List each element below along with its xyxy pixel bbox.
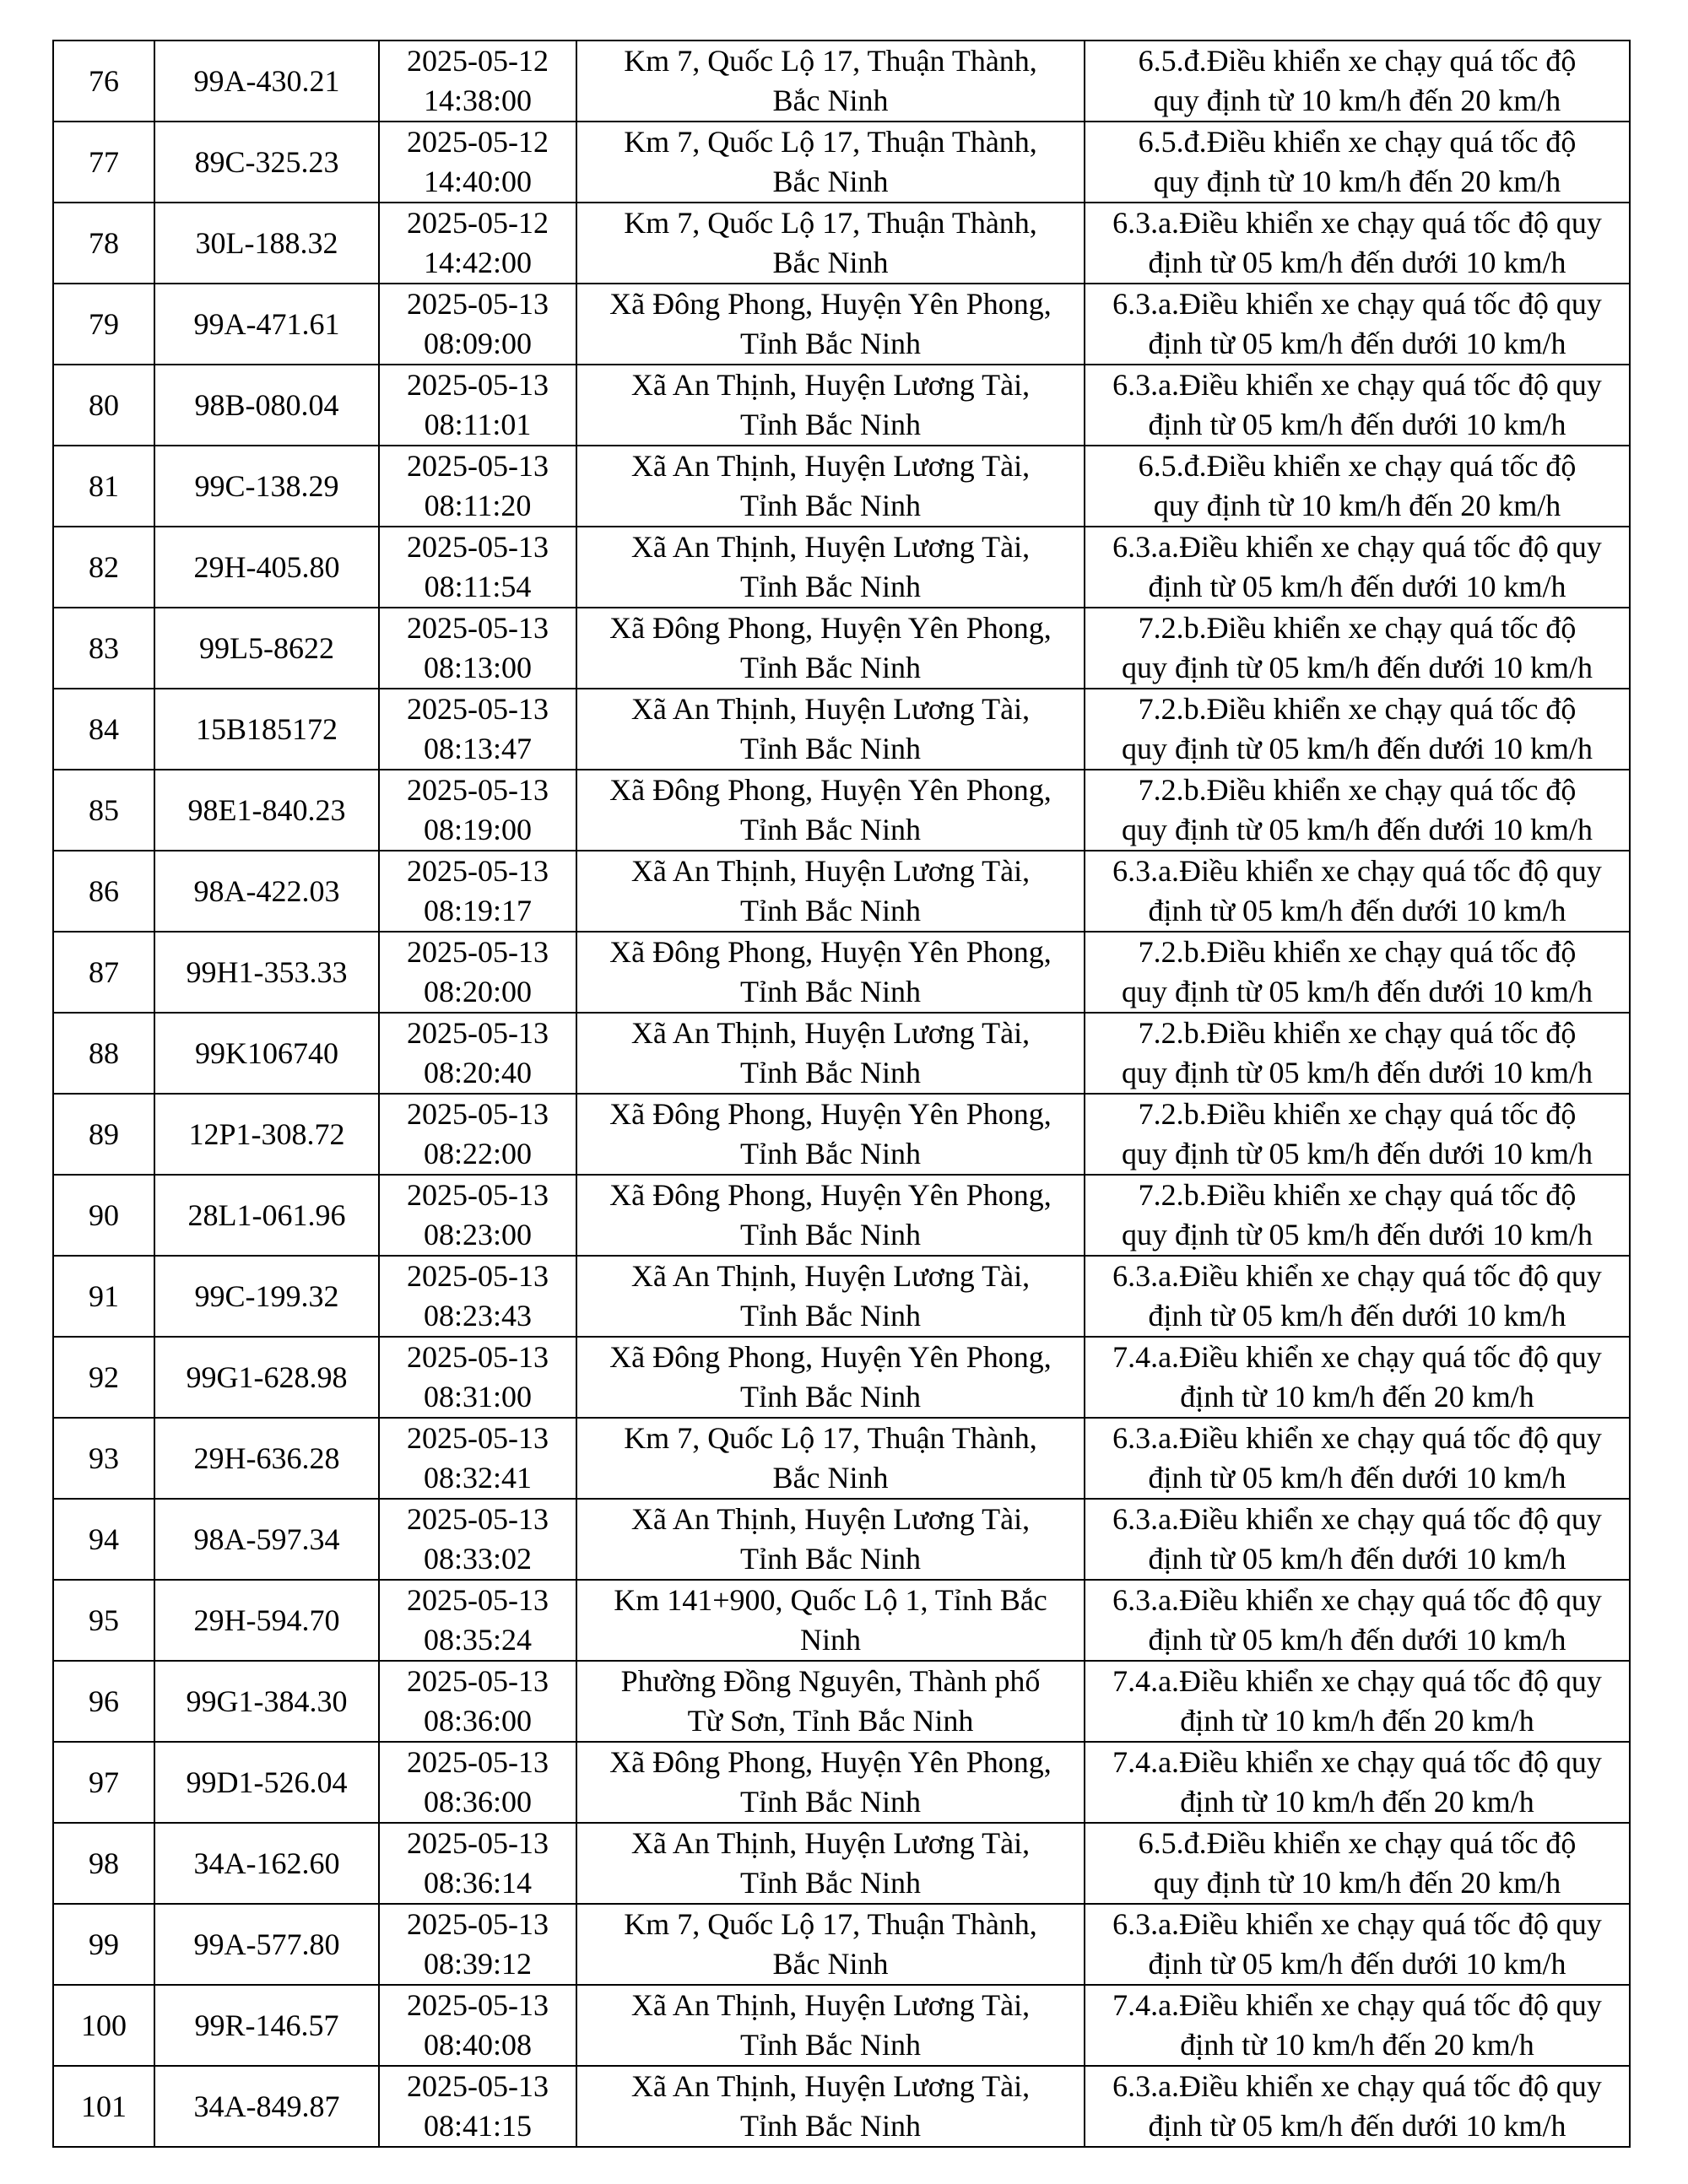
location-cell: Xã Đông Phong, Huyện Yên Phong, Tỉnh Bắc Ninh: [576, 770, 1085, 851]
table-row: [53, 851, 1630, 932]
row-number-cell: 87: [53, 932, 154, 1013]
table-row: [53, 770, 1630, 851]
license-plate-cell: 99L5-8622: [154, 608, 379, 689]
row-number-cell: 80: [53, 365, 154, 446]
table-row: [53, 932, 1630, 1013]
datetime-cell: 2025-05-13 08:40:08: [379, 1985, 576, 2066]
row-number-cell: 79: [53, 284, 154, 365]
datetime-cell: 2025-05-13 08:36:14: [379, 1823, 576, 1904]
location-cell: Xã An Thịnh, Huyện Lương Tài, Tỉnh Bắc Ninh: [576, 689, 1085, 770]
table-row: [53, 1499, 1630, 1580]
table-row: [53, 284, 1630, 365]
license-plate-cell: 98A-597.34: [154, 1499, 379, 1580]
row-number-cell: 96: [53, 1661, 154, 1742]
table-row: [53, 2066, 1630, 2147]
table-row: [53, 1418, 1630, 1499]
license-plate-cell: 99A-577.80: [154, 1904, 379, 1985]
location-cell: Xã Đông Phong, Huyện Yên Phong, Tỉnh Bắc Ninh: [576, 1175, 1085, 1256]
violation-cell: 7.2.b.Điều khiển xe chạy quá tốc độ quy định từ 05 km/h đến dưới 10 km/h: [1085, 689, 1630, 770]
table-row: [53, 203, 1630, 284]
datetime-cell: 2025-05-12 14:38:00: [379, 41, 576, 122]
datetime-cell: 2025-05-13 08:23:00: [379, 1175, 576, 1256]
row-number-cell: 94: [53, 1499, 154, 1580]
license-plate-cell: 89C-325.23: [154, 122, 379, 203]
location-cell: Xã Đông Phong, Huyện Yên Phong, Tỉnh Bắc Ninh: [576, 932, 1085, 1013]
violation-cell: 6.3.a.Điều khiển xe chạy quá tốc độ quy định từ 05 km/h đến dưới 10 km/h: [1085, 527, 1630, 608]
row-number-cell: 89: [53, 1094, 154, 1175]
datetime-cell: 2025-05-13 08:11:54: [379, 527, 576, 608]
location-cell: Km 7, Quốc Lộ 17, Thuận Thành, Bắc Ninh: [576, 1418, 1085, 1499]
license-plate-cell: 99C-138.29: [154, 446, 379, 527]
violation-cell: 6.3.a.Điều khiển xe chạy quá tốc độ quy định từ 05 km/h đến dưới 10 km/h: [1085, 2066, 1630, 2147]
datetime-cell: 2025-05-12 14:40:00: [379, 122, 576, 203]
location-cell: Xã An Thịnh, Huyện Lương Tài, Tỉnh Bắc Ninh: [576, 1985, 1085, 2066]
location-cell: Km 141+900, Quốc Lộ 1, Tỉnh Bắc Ninh: [576, 1580, 1085, 1661]
location-cell: Xã An Thịnh, Huyện Lương Tài, Tỉnh Bắc Ninh: [576, 851, 1085, 932]
table-row: [53, 608, 1630, 689]
row-number-cell: 101: [53, 2066, 154, 2147]
datetime-cell: 2025-05-13 08:20:40: [379, 1013, 576, 1094]
violation-cell: 6.3.a.Điều khiển xe chạy quá tốc độ quy định từ 05 km/h đến dưới 10 km/h: [1085, 284, 1630, 365]
datetime-cell: 2025-05-13 08:32:41: [379, 1418, 576, 1499]
license-plate-cell: 12P1-308.72: [154, 1094, 379, 1175]
datetime-cell: 2025-05-13 08:20:00: [379, 932, 576, 1013]
location-cell: Km 7, Quốc Lộ 17, Thuận Thành, Bắc Ninh: [576, 1904, 1085, 1985]
datetime-cell: 2025-05-13 08:41:15: [379, 2066, 576, 2147]
table-row: [53, 1985, 1630, 2066]
license-plate-cell: 30L-188.32: [154, 203, 379, 284]
location-cell: Xã An Thịnh, Huyện Lương Tài, Tỉnh Bắc Ninh: [576, 365, 1085, 446]
license-plate-cell: 99K106740: [154, 1013, 379, 1094]
license-plate-cell: 99C-199.32: [154, 1256, 379, 1337]
violation-cell: 7.4.a.Điều khiển xe chạy quá tốc độ quy định từ 10 km/h đến 20 km/h: [1085, 1742, 1630, 1823]
violation-cell: 6.5.đ.Điều khiển xe chạy quá tốc độ quy định từ 10 km/h đến 20 km/h: [1085, 446, 1630, 527]
row-number-cell: 83: [53, 608, 154, 689]
table-body: [53, 41, 1630, 2147]
datetime-cell: 2025-05-13 08:19:00: [379, 770, 576, 851]
license-plate-cell: 99A-430.21: [154, 41, 379, 122]
license-plate-cell: 34A-849.87: [154, 2066, 379, 2147]
table-row: [53, 1337, 1630, 1418]
violation-cell: 7.2.b.Điều khiển xe chạy quá tốc độ quy định từ 05 km/h đến dưới 10 km/h: [1085, 932, 1630, 1013]
row-number-cell: 78: [53, 203, 154, 284]
license-plate-cell: 98E1-840.23: [154, 770, 379, 851]
license-plate-cell: 99D1-526.04: [154, 1742, 379, 1823]
violation-cell: 7.2.b.Điều khiển xe chạy quá tốc độ quy định từ 05 km/h đến dưới 10 km/h: [1085, 608, 1630, 689]
location-cell: Xã Đông Phong, Huyện Yên Phong, Tỉnh Bắc Ninh: [576, 1337, 1085, 1418]
row-number-cell: 86: [53, 851, 154, 932]
datetime-cell: 2025-05-13 08:39:12: [379, 1904, 576, 1985]
location-cell: Xã Đông Phong, Huyện Yên Phong, Tỉnh Bắc Ninh: [576, 608, 1085, 689]
datetime-cell: 2025-05-13 08:11:20: [379, 446, 576, 527]
datetime-cell: 2025-05-13 08:35:24: [379, 1580, 576, 1661]
violation-cell: 7.2.b.Điều khiển xe chạy quá tốc độ quy định từ 05 km/h đến dưới 10 km/h: [1085, 1013, 1630, 1094]
location-cell: Xã An Thịnh, Huyện Lương Tài, Tỉnh Bắc Ninh: [576, 446, 1085, 527]
row-number-cell: 90: [53, 1175, 154, 1256]
table-row: [53, 1904, 1630, 1985]
row-number-cell: 97: [53, 1742, 154, 1823]
datetime-cell: 2025-05-13 08:36:00: [379, 1661, 576, 1742]
location-cell: Phường Đồng Nguyên, Thành phố Từ Sơn, Tỉnh Bắc Ninh: [576, 1661, 1085, 1742]
license-plate-cell: 99G1-384.30: [154, 1661, 379, 1742]
row-number-cell: 98: [53, 1823, 154, 1904]
table-row: [53, 1580, 1630, 1661]
location-cell: Xã Đông Phong, Huyện Yên Phong, Tỉnh Bắc Ninh: [576, 1094, 1085, 1175]
datetime-cell: 2025-05-13 08:31:00: [379, 1337, 576, 1418]
table-row: [53, 1823, 1630, 1904]
table-row: [53, 1094, 1630, 1175]
datetime-cell: 2025-05-13 08:13:00: [379, 608, 576, 689]
datetime-cell: 2025-05-13 08:11:01: [379, 365, 576, 446]
datetime-cell: 2025-05-13 08:22:00: [379, 1094, 576, 1175]
license-plate-cell: 99A-471.61: [154, 284, 379, 365]
location-cell: Xã Đông Phong, Huyện Yên Phong, Tỉnh Bắc Ninh: [576, 284, 1085, 365]
violation-cell: 6.3.a.Điều khiển xe chạy quá tốc độ quy định từ 05 km/h đến dưới 10 km/h: [1085, 851, 1630, 932]
license-plate-cell: 99R-146.57: [154, 1985, 379, 2066]
license-plate-cell: 98B-080.04: [154, 365, 379, 446]
violation-cell: 6.3.a.Điều khiển xe chạy quá tốc độ quy định từ 05 km/h đến dưới 10 km/h: [1085, 203, 1630, 284]
row-number-cell: 88: [53, 1013, 154, 1094]
violation-cell: 7.4.a.Điều khiển xe chạy quá tốc độ quy định từ 10 km/h đến 20 km/h: [1085, 1661, 1630, 1742]
datetime-cell: 2025-05-13 08:33:02: [379, 1499, 576, 1580]
location-cell: Xã An Thịnh, Huyện Lương Tài, Tỉnh Bắc Ninh: [576, 1823, 1085, 1904]
table-row: [53, 365, 1630, 446]
row-number-cell: 76: [53, 41, 154, 122]
row-number-cell: 92: [53, 1337, 154, 1418]
violation-cell: 7.4.a.Điều khiển xe chạy quá tốc độ quy định từ 10 km/h đến 20 km/h: [1085, 1985, 1630, 2066]
license-plate-cell: 29H-594.70: [154, 1580, 379, 1661]
table-row: [53, 122, 1630, 203]
location-cell: Xã An Thịnh, Huyện Lương Tài, Tỉnh Bắc Ninh: [576, 1013, 1085, 1094]
violation-cell: 7.4.a.Điều khiển xe chạy quá tốc độ quy định từ 10 km/h đến 20 km/h: [1085, 1337, 1630, 1418]
location-cell: Xã An Thịnh, Huyện Lương Tài, Tỉnh Bắc Ninh: [576, 527, 1085, 608]
table-row: [53, 1256, 1630, 1337]
license-plate-cell: 99G1-628.98: [154, 1337, 379, 1418]
violation-cell: 6.3.a.Điều khiển xe chạy quá tốc độ quy định từ 05 km/h đến dưới 10 km/h: [1085, 1499, 1630, 1580]
violation-cell: 6.3.a.Điều khiển xe chạy quá tốc độ quy định từ 05 km/h đến dưới 10 km/h: [1085, 1256, 1630, 1337]
table-row: [53, 1175, 1630, 1256]
datetime-cell: 2025-05-13 08:09:00: [379, 284, 576, 365]
violation-cell: 6.5.đ.Điều khiển xe chạy quá tốc độ quy định từ 10 km/h đến 20 km/h: [1085, 122, 1630, 203]
violations-table: [52, 40, 1631, 2148]
location-cell: Xã An Thịnh, Huyện Lương Tài, Tỉnh Bắc Ninh: [576, 1256, 1085, 1337]
license-plate-cell: 29H-636.28: [154, 1418, 379, 1499]
table-row: [53, 41, 1630, 122]
license-plate-cell: 34A-162.60: [154, 1823, 379, 1904]
row-number-cell: 99: [53, 1904, 154, 1985]
violation-cell: 6.5.đ.Điều khiển xe chạy quá tốc độ quy định từ 10 km/h đến 20 km/h: [1085, 41, 1630, 122]
table-row: [53, 1742, 1630, 1823]
datetime-cell: 2025-05-12 14:42:00: [379, 203, 576, 284]
violation-cell: 7.2.b.Điều khiển xe chạy quá tốc độ quy định từ 05 km/h đến dưới 10 km/h: [1085, 770, 1630, 851]
table-row: [53, 1013, 1630, 1094]
license-plate-cell: 15B185172: [154, 689, 379, 770]
row-number-cell: 100: [53, 1985, 154, 2066]
violation-cell: 6.3.a.Điều khiển xe chạy quá tốc độ quy định từ 05 km/h đến dưới 10 km/h: [1085, 365, 1630, 446]
violation-cell: 7.2.b.Điều khiển xe chạy quá tốc độ quy định từ 05 km/h đến dưới 10 km/h: [1085, 1175, 1630, 1256]
row-number-cell: 81: [53, 446, 154, 527]
location-cell: Km 7, Quốc Lộ 17, Thuận Thành, Bắc Ninh: [576, 41, 1085, 122]
row-number-cell: 84: [53, 689, 154, 770]
location-cell: Xã Đông Phong, Huyện Yên Phong, Tỉnh Bắc Ninh: [576, 1742, 1085, 1823]
datetime-cell: 2025-05-13 08:19:17: [379, 851, 576, 932]
violation-cell: 6.3.a.Điều khiển xe chạy quá tốc độ quy định từ 05 km/h đến dưới 10 km/h: [1085, 1418, 1630, 1499]
location-cell: Km 7, Quốc Lộ 17, Thuận Thành, Bắc Ninh: [576, 203, 1085, 284]
violation-cell: 7.2.b.Điều khiển xe chạy quá tốc độ quy định từ 05 km/h đến dưới 10 km/h: [1085, 1094, 1630, 1175]
table-row: [53, 446, 1630, 527]
license-plate-cell: 29H-405.80: [154, 527, 379, 608]
violation-cell: 6.3.a.Điều khiển xe chạy quá tốc độ quy định từ 05 km/h đến dưới 10 km/h: [1085, 1580, 1630, 1661]
license-plate-cell: 28L1-061.96: [154, 1175, 379, 1256]
row-number-cell: 77: [53, 122, 154, 203]
row-number-cell: 91: [53, 1256, 154, 1337]
row-number-cell: 82: [53, 527, 154, 608]
location-cell: Xã An Thịnh, Huyện Lương Tài, Tỉnh Bắc Ninh: [576, 2066, 1085, 2147]
table-row: [53, 1661, 1630, 1742]
location-cell: Xã An Thịnh, Huyện Lương Tài, Tỉnh Bắc Ninh: [576, 1499, 1085, 1580]
license-plate-cell: 98A-422.03: [154, 851, 379, 932]
violation-cell: 6.5.đ.Điều khiển xe chạy quá tốc độ quy định từ 10 km/h đến 20 km/h: [1085, 1823, 1630, 1904]
row-number-cell: 95: [53, 1580, 154, 1661]
violation-cell: 6.3.a.Điều khiển xe chạy quá tốc độ quy định từ 05 km/h đến dưới 10 km/h: [1085, 1904, 1630, 1985]
table-row: [53, 689, 1630, 770]
datetime-cell: 2025-05-13 08:13:47: [379, 689, 576, 770]
datetime-cell: 2025-05-13 08:36:00: [379, 1742, 576, 1823]
license-plate-cell: 99H1-353.33: [154, 932, 379, 1013]
row-number-cell: 93: [53, 1418, 154, 1499]
location-cell: Km 7, Quốc Lộ 17, Thuận Thành, Bắc Ninh: [576, 122, 1085, 203]
row-number-cell: 85: [53, 770, 154, 851]
datetime-cell: 2025-05-13 08:23:43: [379, 1256, 576, 1337]
table-row: [53, 527, 1630, 608]
